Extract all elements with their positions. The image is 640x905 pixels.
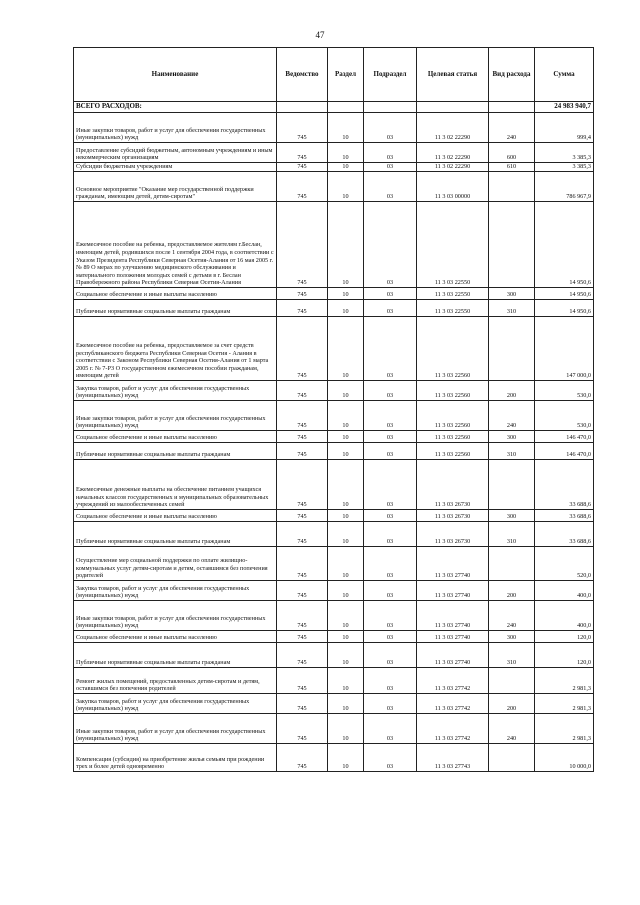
cell-vedomstvo: 745 [277, 143, 328, 163]
cell-expense-type [489, 317, 535, 381]
cell-expense-type [489, 460, 535, 510]
cell-amount: 33 688,6 [535, 522, 594, 547]
total-row [74, 102, 594, 113]
cell-razdel: 10 [328, 694, 364, 714]
cell-target-article: 11 3 03 22550 [417, 288, 489, 300]
cell-target-article: 11 3 03 26730 [417, 510, 489, 522]
cell-target-article: 11 3 03 22560 [417, 401, 489, 431]
table-row [74, 643, 594, 668]
cell-target-article: 11 3 03 22560 [417, 431, 489, 443]
cell-razdel: 10 [328, 744, 364, 772]
cell-amount: 147 000,0 [535, 317, 594, 381]
cell-podrazdel: 03 [364, 113, 417, 143]
cell-target-article: 11 3 03 22550 [417, 202, 489, 288]
cell-amount: 146 470,0 [535, 443, 594, 460]
cell-target-article: 11 3 03 22560 [417, 381, 489, 401]
total-empty-cell [277, 102, 328, 113]
total-empty-cell [489, 102, 535, 113]
cell-razdel: 10 [328, 460, 364, 510]
header-name: Наименование [74, 48, 277, 102]
cell-expense-type: 600 [489, 143, 535, 163]
cell-expense-type: 310 [489, 522, 535, 547]
cell-razdel: 10 [328, 143, 364, 163]
cell-amount: 2 981,3 [535, 714, 594, 744]
cell-razdel: 10 [328, 317, 364, 381]
cell-podrazdel: 03 [364, 143, 417, 163]
cell-vedomstvo: 745 [277, 300, 328, 317]
cell-vedomstvo: 745 [277, 694, 328, 714]
header-amount: Сумма [535, 48, 594, 102]
total-empty-cell [417, 102, 489, 113]
cell-amount: 2 981,3 [535, 668, 594, 694]
cell-target-article: 11 3 03 27740 [417, 601, 489, 631]
page-number: 47 [315, 30, 325, 40]
cell-razdel: 10 [328, 668, 364, 694]
cell-expense-type: 240 [489, 113, 535, 143]
cell-expense-type: 300 [489, 431, 535, 443]
cell-expense-type [489, 202, 535, 288]
cell-razdel: 10 [328, 288, 364, 300]
cell-podrazdel: 03 [364, 547, 417, 581]
cell-razdel: 10 [328, 547, 364, 581]
cell-amount: 400,0 [535, 581, 594, 601]
cell-expense-type: 200 [489, 694, 535, 714]
cell-vedomstvo: 745 [277, 522, 328, 547]
table-row [74, 143, 594, 163]
table-row [74, 510, 594, 522]
table-row [74, 317, 594, 381]
cell-name: Основное мероприятие "Оказание мер государственной поддержки гражданам, имеющим детей, детям-сиротам" [74, 172, 277, 202]
cell-podrazdel: 03 [364, 744, 417, 772]
total-amount: 24 983 940,7 [535, 102, 594, 113]
table-row [74, 381, 594, 401]
cell-razdel: 10 [328, 113, 364, 143]
cell-razdel: 10 [328, 163, 364, 172]
cell-razdel: 10 [328, 300, 364, 317]
cell-name: Публичные нормативные социальные выплаты гражданам [74, 443, 277, 460]
cell-razdel: 10 [328, 522, 364, 547]
cell-expense-type: 300 [489, 510, 535, 522]
cell-vedomstvo: 745 [277, 643, 328, 668]
cell-podrazdel: 03 [364, 694, 417, 714]
cell-amount: 786 967,9 [535, 172, 594, 202]
cell-amount: 2 981,3 [535, 694, 594, 714]
cell-vedomstvo: 745 [277, 547, 328, 581]
cell-target-article: 11 3 03 00000 [417, 172, 489, 202]
cell-podrazdel: 03 [364, 581, 417, 601]
cell-expense-type: 240 [489, 401, 535, 431]
table-row [74, 163, 594, 172]
cell-expense-type [489, 744, 535, 772]
header-vedomstvo: Ведомство [277, 48, 328, 102]
cell-amount: 120,0 [535, 643, 594, 668]
cell-vedomstvo: 745 [277, 744, 328, 772]
cell-vedomstvo: 745 [277, 668, 328, 694]
cell-razdel: 10 [328, 510, 364, 522]
total-empty-cell [364, 102, 417, 113]
cell-podrazdel: 03 [364, 443, 417, 460]
total-label: ВСЕГО РАСХОДОВ: [74, 102, 277, 113]
table-row [74, 744, 594, 772]
cell-name: Публичные нормативные социальные выплаты гражданам [74, 300, 277, 317]
table-row [74, 172, 594, 202]
cell-target-article: 11 3 02 22290 [417, 113, 489, 143]
cell-name: Социальное обеспечение и иные выплаты населению [74, 631, 277, 643]
cell-name: Ежемесячные денежные выплаты на обеспечение питанием учащихся начальных классов государственных и муниципальных образовательных учреждений из малообеспеченных семей [74, 460, 277, 510]
cell-target-article: 11 3 02 22290 [417, 143, 489, 163]
cell-expense-type: 300 [489, 631, 535, 643]
table-row [74, 288, 594, 300]
cell-name: Компенсация (субсидия) на приобретение жилья семьям при рождении трех и более детей одновременно [74, 744, 277, 772]
cell-expense-type [489, 547, 535, 581]
cell-amount: 33 688,6 [535, 460, 594, 510]
cell-vedomstvo: 745 [277, 381, 328, 401]
cell-vedomstvo: 745 [277, 631, 328, 643]
cell-name: Ежемесячное пособие на ребенка, предоставляемое жителям г.Беслан, имеющим детей, родившихся после 1 сентября 2004 года, в соответствии с Указом Президента Республики Северная Осетия-Алания от 16 мая 2005 г. № 89 О мерах по улучшению медицинского обслуживания и материального положения молодых семей с детьми в г. Беслан Правобережного района Республики Северная Осетия-Алания [74, 202, 277, 288]
cell-target-article: 11 3 03 22550 [417, 300, 489, 317]
header-target-article: Целевая статья [417, 48, 489, 102]
cell-podrazdel: 03 [364, 317, 417, 381]
cell-amount: 530,0 [535, 381, 594, 401]
cell-podrazdel: 03 [364, 643, 417, 668]
header-expense-type: Вид расхода [489, 48, 535, 102]
cell-amount: 33 688,6 [535, 510, 594, 522]
cell-name: Осуществление мер социальной поддержки по оплате жилищно-коммунальных услуг детям-сиротам и детям, оставшимся без попечения родителей [74, 547, 277, 581]
cell-target-article: 11 3 03 27740 [417, 643, 489, 668]
cell-expense-type [489, 668, 535, 694]
cell-podrazdel: 03 [364, 510, 417, 522]
total-empty-cell [328, 102, 364, 113]
cell-target-article: 11 3 03 27740 [417, 547, 489, 581]
cell-podrazdel: 03 [364, 288, 417, 300]
cell-vedomstvo: 745 [277, 113, 328, 143]
cell-target-article: 11 3 03 27742 [417, 694, 489, 714]
cell-expense-type: 200 [489, 381, 535, 401]
cell-name: Социальное обеспечение и иные выплаты населению [74, 288, 277, 300]
cell-name: Публичные нормативные социальные выплаты гражданам [74, 522, 277, 547]
cell-expense-type: 240 [489, 714, 535, 744]
cell-podrazdel: 03 [364, 172, 417, 202]
cell-name: Иные закупки товаров, работ и услуг для обеспечения государственных (муниципальных) нужд [74, 601, 277, 631]
cell-name: Иные закупки товаров, работ и услуг для обеспечения государственных (муниципальных) нужд [74, 401, 277, 431]
header-razdel: Раздел [328, 48, 364, 102]
table-row [74, 631, 594, 643]
table-row [74, 601, 594, 631]
cell-vedomstvo: 745 [277, 163, 328, 172]
cell-vedomstvo: 745 [277, 431, 328, 443]
cell-vedomstvo: 745 [277, 460, 328, 510]
cell-amount: 14 950,6 [535, 288, 594, 300]
cell-podrazdel: 03 [364, 401, 417, 431]
cell-podrazdel: 03 [364, 601, 417, 631]
cell-vedomstvo: 745 [277, 714, 328, 744]
cell-name: Закупка товаров, работ и услуг для обеспечения государственных (муниципальных) нужд [74, 581, 277, 601]
table-row [74, 401, 594, 431]
cell-target-article: 11 3 03 27743 [417, 744, 489, 772]
cell-podrazdel: 03 [364, 381, 417, 401]
cell-target-article: 11 3 03 27742 [417, 668, 489, 694]
table-row [74, 113, 594, 143]
table-row [74, 581, 594, 601]
cell-podrazdel: 03 [364, 163, 417, 172]
cell-name: Закупка товаров, работ и услуг для обеспечения государственных (муниципальных) нужд [74, 694, 277, 714]
cell-razdel: 10 [328, 601, 364, 631]
cell-target-article: 11 3 03 27740 [417, 631, 489, 643]
cell-razdel: 10 [328, 581, 364, 601]
cell-expense-type: 200 [489, 581, 535, 601]
cell-podrazdel: 03 [364, 460, 417, 510]
cell-amount: 14 950,6 [535, 202, 594, 288]
table-row [74, 668, 594, 694]
cell-expense-type: 610 [489, 163, 535, 172]
cell-razdel: 10 [328, 643, 364, 668]
cell-podrazdel: 03 [364, 631, 417, 643]
cell-razdel: 10 [328, 714, 364, 744]
header-podrazdel: Подраздел [364, 48, 417, 102]
cell-target-article: 11 3 03 26730 [417, 522, 489, 547]
table-row [74, 202, 594, 288]
table-row [74, 522, 594, 547]
cell-target-article: 11 3 03 22560 [417, 317, 489, 381]
cell-razdel: 10 [328, 443, 364, 460]
cell-name: Иные закупки товаров, работ и услуг для обеспечения государственных (муниципальных) нужд [74, 113, 277, 143]
cell-name: Иные закупки товаров, работ и услуг для обеспечения государственных (муниципальных) нужд [74, 714, 277, 744]
cell-vedomstvo: 745 [277, 288, 328, 300]
cell-razdel: 10 [328, 431, 364, 443]
cell-podrazdel: 03 [364, 714, 417, 744]
cell-podrazdel: 03 [364, 668, 417, 694]
cell-razdel: 10 [328, 381, 364, 401]
cell-vedomstvo: 745 [277, 443, 328, 460]
cell-vedomstvo: 745 [277, 172, 328, 202]
cell-name: Субсидии бюджетным учреждениям [74, 163, 277, 172]
cell-target-article: 11 3 03 22560 [417, 443, 489, 460]
cell-podrazdel: 03 [364, 522, 417, 547]
cell-podrazdel: 03 [364, 300, 417, 317]
cell-amount: 3 385,3 [535, 143, 594, 163]
cell-amount: 14 950,6 [535, 300, 594, 317]
table-row [74, 547, 594, 581]
cell-amount: 520,0 [535, 547, 594, 581]
cell-target-article: 11 3 03 26730 [417, 460, 489, 510]
cell-amount: 999,4 [535, 113, 594, 143]
cell-razdel: 10 [328, 172, 364, 202]
cell-amount: 3 385,3 [535, 163, 594, 172]
cell-razdel: 10 [328, 631, 364, 643]
cell-name: Ежемесячное пособие на ребенка, предоставляемое за счет средств республиканского бюджета Республики Северная Осетия - Алания в соответствии с Законом Республики Северная Осетия-Алания от 1 марта 2005 г. № 7-РЗ О государственном ежемесячном пособии гражданам, имеющим детей [74, 317, 277, 381]
cell-podrazdel: 03 [364, 202, 417, 288]
table-row [74, 300, 594, 317]
table-row [74, 431, 594, 443]
cell-target-article: 11 3 02 22290 [417, 163, 489, 172]
cell-vedomstvo: 745 [277, 601, 328, 631]
cell-amount: 530,0 [535, 401, 594, 431]
cell-razdel: 10 [328, 401, 364, 431]
cell-expense-type [489, 172, 535, 202]
table-row [74, 714, 594, 744]
cell-target-article: 11 3 03 27740 [417, 581, 489, 601]
cell-name: Ремонт жилых помещений, предоставленных детям-сиротам и детям, оставшимся без попечения родителей [74, 668, 277, 694]
cell-vedomstvo: 745 [277, 401, 328, 431]
cell-name: Закупка товаров, работ и услуг для обеспечения государственных (муниципальных) нужд [74, 381, 277, 401]
cell-expense-type: 300 [489, 288, 535, 300]
cell-vedomstvo: 745 [277, 510, 328, 522]
cell-razdel: 10 [328, 202, 364, 288]
cell-vedomstvo: 745 [277, 317, 328, 381]
table-row [74, 694, 594, 714]
cell-name: Социальное обеспечение и иные выплаты населению [74, 510, 277, 522]
cell-vedomstvo: 745 [277, 581, 328, 601]
cell-amount: 120,0 [535, 631, 594, 643]
cell-expense-type: 310 [489, 443, 535, 460]
cell-expense-type: 310 [489, 300, 535, 317]
cell-podrazdel: 03 [364, 431, 417, 443]
cell-name: Предоставление субсидий бюджетным, автономным учреждениям и иным некоммерческим организациям [74, 143, 277, 163]
cell-name: Социальное обеспечение и иные выплаты населению [74, 431, 277, 443]
cell-amount: 146 470,0 [535, 431, 594, 443]
table-row [74, 460, 594, 510]
cell-amount: 400,0 [535, 601, 594, 631]
cell-vedomstvo: 745 [277, 202, 328, 288]
table-row [74, 443, 594, 460]
cell-expense-type: 310 [489, 643, 535, 668]
cell-amount: 10 000,0 [535, 744, 594, 772]
budget-table [73, 47, 594, 772]
cell-target-article: 11 3 03 27742 [417, 714, 489, 744]
table-header-row [74, 48, 594, 102]
cell-name: Публичные нормативные социальные выплаты гражданам [74, 643, 277, 668]
cell-expense-type: 240 [489, 601, 535, 631]
